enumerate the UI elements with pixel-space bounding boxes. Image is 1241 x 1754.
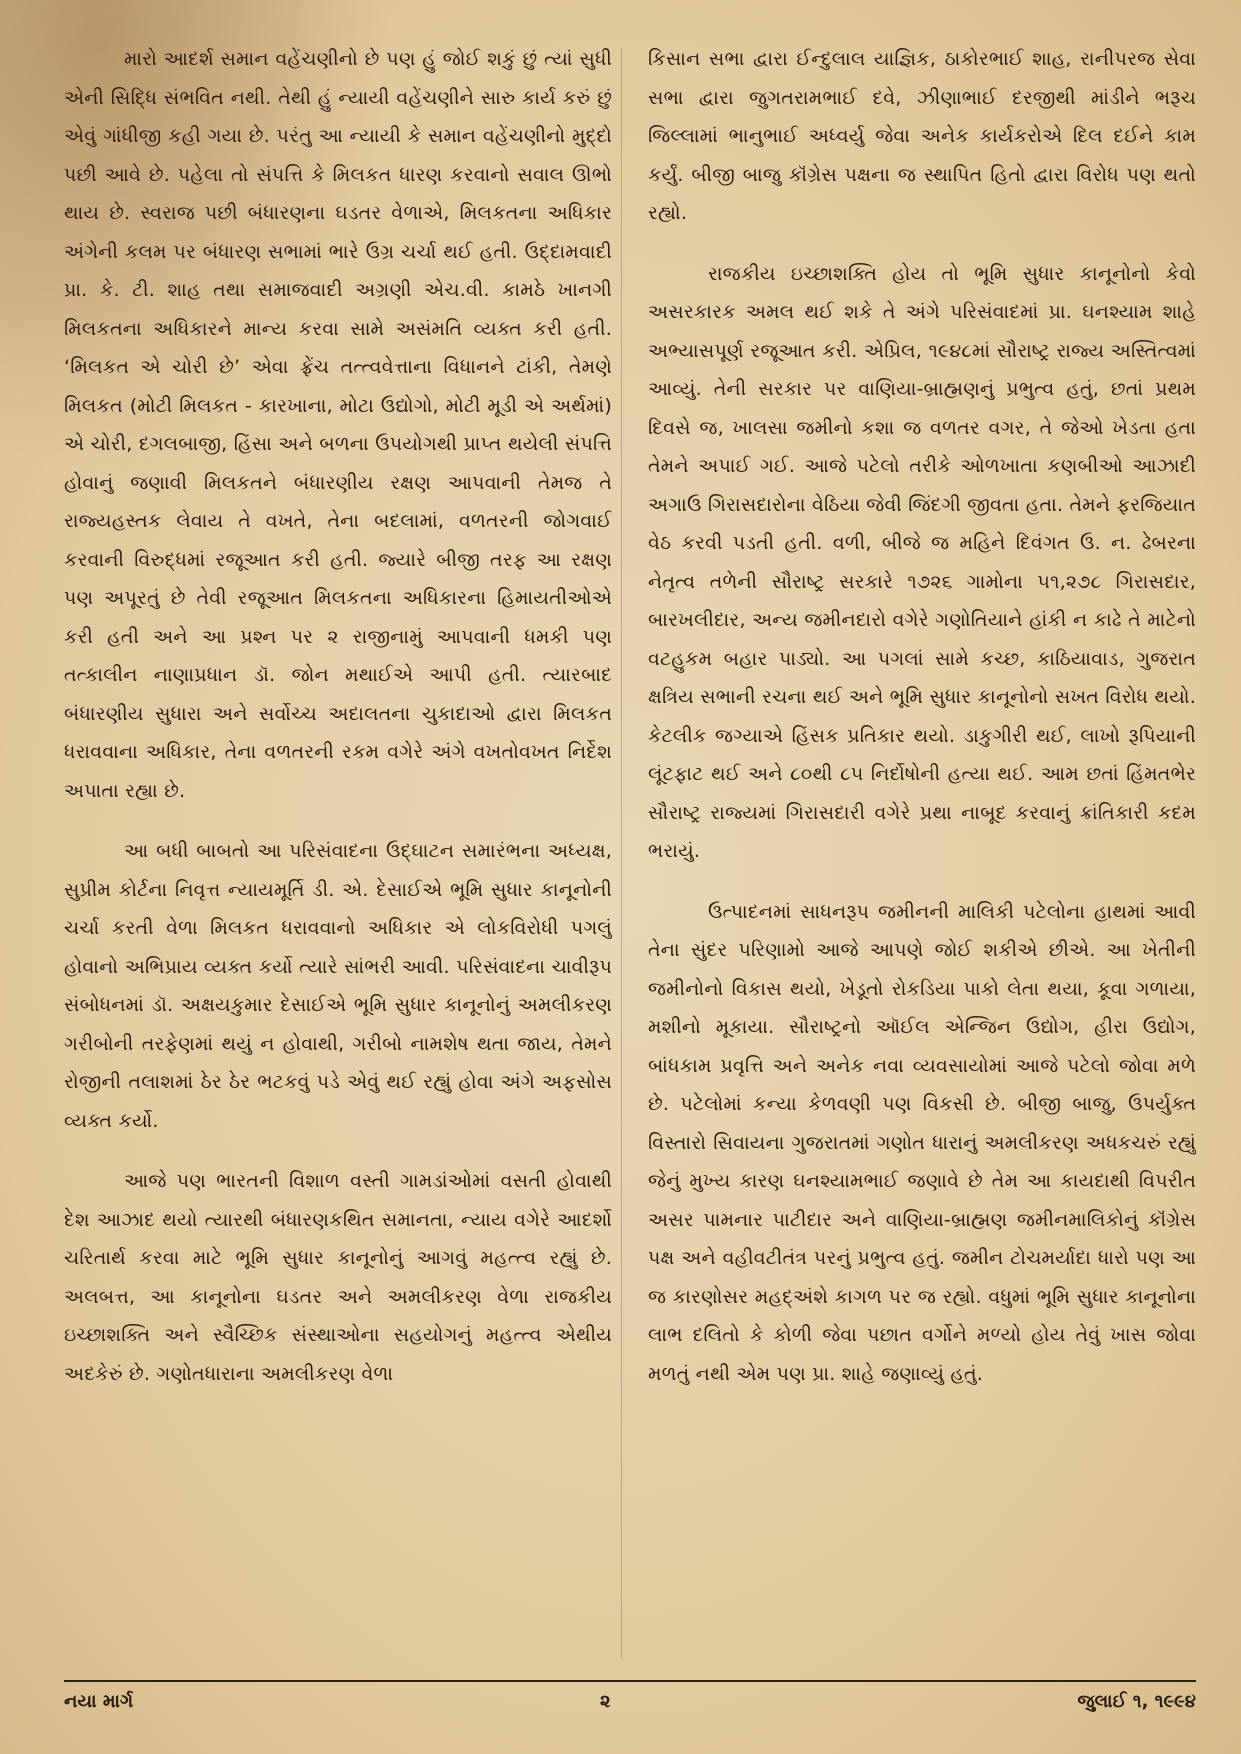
- footer-rule: [64, 1680, 1196, 1682]
- footer-page-number: ૨: [600, 1690, 611, 1712]
- column-divider: [621, 48, 622, 1658]
- right-column: [648, 40, 1196, 1670]
- left-paragraph-1: મારો આદર્શ સમાન વહેંચણીનો છે પણ હું જોઈ શકું છું ત્યાં સુધી એની સિદ્ધિ સંભવિત નથી. તેથી હું ન્યાયી વહેંચણીને સારુ કાર્ય કરું છું એવું ગાંધીજી કહી ગયા છે. પરંતુ આ ન્યાયી કે સમાન વહેંચણીનો મુદ્દો પછી આવે છે. પહેલા તો સંપત્તિ કે મિલકત ધારણ કરવાનો સવાલ ઊભો થાય છે. સ્વરાજ પછી બંધારણના ઘડતર વેળાએ, મિલકતના અધિકાર અંગેની કલમ પર બંધારણ સભામાં ભારે ઉગ્ર ચર્ચા થઈ હતી. ઉદ્દામવાદી પ્રા. કે. ટી. શાહ તથા સમાજવાદી અગ્રણી એચ.વી. કામઠે ખાનગી મિલકતના અધિકારને માન્ય કરવા સામે અસંમતિ વ્યક્ત કરી હતી. ‘મિલકત એ ચોરી છે’ એવા ફ્રેંચ તત્ત્વવેત્તાના વિધાનને ટાંકી, તેમણે મિલકત (મોટી મિલકત - કારખાના, મોટા ઉદ્યોગો, મોટી મૂડી એ અર્થમાં) એ ચોરી, દગલબાજી, હિંસા અને બળના ઉપયોગથી પ્રાપ્ત થયેલી સંપત્તિ હોવાનું જણાવી મિલકતને બંધારણીય રક્ષણ આપવાની તેમજ તે રાજ્યહસ્તક લેવાય તે વખતે, તેના બદલામાં, વળતરની જોગવાઈ કરવાની વિરુદ્ધમાં રજૂઆત કરી હતી. જ્યારે બીજી તરફ આ રક્ષણ પણ અપૂરતું છે તેવી રજૂઆત મિલકતના અધિકારના હિમાયતીઓએ કરી હતી અને આ પ્રશ્ન પર ૨ રાજીનામું આપવાની ધમકી પણ તત્કાલીન નાણાપ્રધાન ડૉ. જોન મથાઈએ આપી હતી. ત્યારબાદ બંધારણીય સુધારા અને સર્વોચ્ચ અદાલતના ચુકાદાઓ દ્વારા મિલકત ધરાવવાના અધિકાર, તેના વળતરની રકમ વગેરે અંગે વખતોવખત નિર્દેશ અપાતા રહ્યા છે.: [64, 48, 612, 802]
- right-paragraph-2: ઉત્પાદનમાં સાધનરૂપ જમીનની માલિકી પટેલોના હાથમાં આવી તેના સુંદર પરિણામો આજે આપણે જોઈ શકીએ છીએ. આ ખેતીની જમીનોનો વિકાસ થયો, ખેડૂતો રોકડિયા પાકો લેતા થયા, કૂવા ગળાયા, મશીનો મૂકાયા. સૌરાષ્ટ્રનો ઑઈલ એન્જિન ઉદ્યોગ, હીરા ઉદ્યોગ, બાંધકામ પ્રવૃત્તિ અને અનેક નવા વ્યવસાયોમાં આજે પટેલો જોવા મળે છે. પટેલોમાં કન્યા કેળવણી પણ વિકસી છે. બીજી બાજુ, ઉપર્યુક્ત વિસ્તારો સિવાયના ગુજરાતમાં ગણોત ધારાનું અમલીકરણ અધકચરું રહ્યું જેનું મુખ્ય કારણ ઘનશ્યામભાઈ જણાવે છે તેમ આ કાયદાથી વિપરીત અસર પામનાર પાટીદાર અને વાણિયા-બ્રાહ્મણ જમીનમાલિકોનું કૉંગ્રેસ પક્ષ અને વહીવટીતંત્ર પરનું પ્રભુત્વ હતું. જમીન ટોચમર્યાદા ધારો પણ આ જ કારણોસર મહદ્અંશે કાગળ પર જ રહ્યો. વધુમાં ભૂમિ સુધાર કાનૂનોના લાભ દલિતો કે કોળી જેવા પછાત વર્ગોને મળ્યો હોય તેવું ખાસ જોવા મળતું નથી એમ પણ પ્રા. શાહે જણાવ્યું હતું.: [648, 900, 1196, 1385]
- right-paragraph-1: રાજકીય ઇચ્છાશક્તિ હોય તો ભૂમિ સુધાર કાનૂનોનો કેવો અસરકારક અમલ થઈ શકે તે અંગે પરિસંવાદમાં પ્રા. ઘનશ્યામ શાહે અભ્યાસપૂર્ણ રજૂઆત કરી. એપ્રિલ, ૧૯૪૮માં સૌરાષ્ટ્ર રાજ્ય અસ્તિત્વમાં આવ્યું. તેની સરકાર પર વાણિયા-બ્રાહ્મણનું પ્રભુત્વ હતું, છતાં પ્રથમ દિવસે જ, ખાલસા જમીનો કશા જ વળતર વગર, તે જેઓ ખેડતા હતા તેમને અપાઈ ગઈ. આજે પટેલો તરીકે ઓળખાતા કણબીઓ આઝાદી અગાઉ ગિરાસદારોના વેઠિયા જેવી જિંદગી જીવતા હતા. તેમને ફરજિયાત વેઠ કરવી પડતી હતી. વળી, બીજે જ મહિને દિવંગત ઉ. ન. ઢેબરના નેતૃત્વ તળેની સૌરાષ્ટ્ર સરકારે ૧૭૨૬ ગામોના ૫૧,૨૭૮ ગિરાસદાર, બારખલીદાર, અન્ય જમીનદારો વગેરે ગણોતિયાને હાંકી ન કાઢે તે માટેનો વટહુકમ બહાર પાડ્યો. આ પગલાં સામે કચ્છ, કાઠિયાવાડ, ગુજરાત ક્ષત્રિય સભાની રચના થઈ અને ભૂમિ સુધાર કાનૂનોનો સખત વિરોધ થયો. કેટલીક જગ્યાએ હિંસક પ્રતિકાર થયો. ડાકુગીરી થઈ, લાખો રૂપિયાની લૂંટફાટ થઈ અને ૮૦થી ૮૫ નિર્દોષોની હત્યા થઈ. આમ છતાં હિંમતભેર સૌરાષ્ટ્ર રાજ્યમાં ગિરાસદારી વગેરે પ્રથા નાબૂદ કરવાનું ક્રાંતિકારી કદમ ભરાયું.: [648, 262, 1196, 862]
- footer-publication-name: નયા માર્ગ: [64, 1690, 134, 1712]
- left-paragraph-3: આજે પણ ભારતની વિશાળ વસ્તી ગામડાંઓમાં વસતી હોવાથી દેશ આઝાદ થયો ત્યારથી બંધારણકથિત સમાનતા, ન્યાય વગેરે આદર્શો ચરિતાર્થ કરવા માટે ભૂમિ સુધાર કાનૂનોનું આગવું મહત્ત્વ રહ્યું છે. અલબત્ત, આ કાનૂનોના ઘડતર અને અમલીકરણ વેળા રાજકીય ઇચ્છાશક્તિ અને સ્વૈચ્છિક સંસ્થાઓના સહયોગનું મહત્ત્વ એથીય અદકેરું છે. ગણોતધારાના અમલીકરણ વેળા: [64, 1170, 612, 1385]
- page-footer: [64, 1686, 1196, 1716]
- article-body: [64, 40, 1196, 1670]
- right-continuation-paragraph: કિસાન સભા દ્વારા ઈન્દુલાલ યાજ્ઞિક, ઠાકોરભાઈ શાહ, રાનીપરજ સેવા સભા દ્વારા જુગતરામભાઈ દવે, ઝીણાભાઈ દરજીથી માંડીને ભરૂચ જિલ્લામાં ભાનુભાઈ અધ્વર્યુ જેવા અનેક કાર્યકરોએ દિલ દઈને કામ કર્યું. બીજી બાજુ કૉંગ્રેસ પક્ષના જ સ્થાપિત હિતો દ્વારા વિરોધ પણ થતો રહ્યો.: [648, 48, 1196, 224]
- left-column: [64, 40, 612, 1670]
- left-paragraph-2: આ બધી બાબતો આ પરિસંવાદના ઉદ્ઘાટન સમારંભના અધ્યક્ષ, સુપ્રીમ કોર્ટના નિવૃત્ત ન્યાયમૂર્તિ ડી. એ. દેસાઈએ ભૂમિ સુધાર કાનૂનોની ચર્ચા કરતી વેળા મિલકત ધરાવવાનો અધિકાર એ લોકવિરોધી પગલું હોવાનો અભિપ્રાય વ્યક્ત કર્યો ત્યારે સાંભરી આવી. પરિસંવાદના ચાવીરૂપ સંબોધનમાં ડૉ. અક્ષયકુમાર દેસાઈએ ભૂમિ સુધાર કાનૂનોનું અમલીકરણ ગરીબોની તરફેણમાં થયું ન હોવાથી, ગરીબો નામશેષ થતા જાય, તેમને રોજીની તલાશમાં ઠેર ઠેર ભટકવું પડે એવું થઈ રહ્યું હોવા અંગે અફસોસ વ્યક્ત કર્યો.: [64, 840, 612, 1132]
- footer-issue-date: જુલાઈ ૧, ૧૯૯૪: [1077, 1690, 1196, 1712]
